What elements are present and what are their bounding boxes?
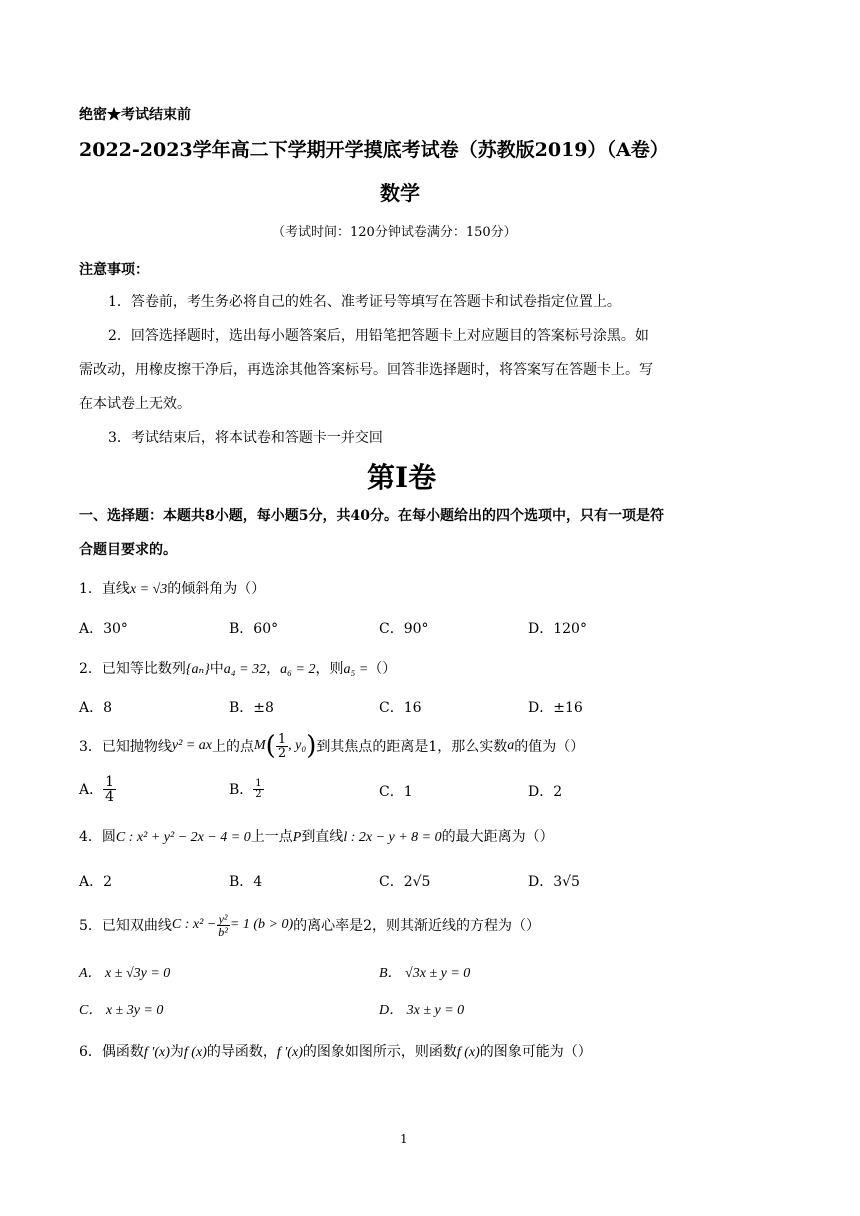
q5-text-pre: 5．已知双曲线: [79, 918, 172, 934]
q3-option-c: C．1: [379, 784, 413, 800]
q3-fraction-num: 1: [277, 731, 287, 747]
question-1: [79, 578, 265, 598]
q5-option-d: D． 3x ± y = 0: [379, 1003, 465, 1018]
q3-option-a-den: 4: [105, 788, 115, 805]
q1-text-post: 的倾斜角为（）: [167, 581, 266, 597]
q5-option-c: C． x ± 3y = 0: [79, 1003, 164, 1018]
note-item-3: 3．考试结束后，将本试卷和答题卡一并交回: [108, 430, 383, 446]
question-5: [79, 905, 540, 945]
q3-option-a-num: 1: [105, 773, 115, 790]
secret-label: 绝密★考试结束前: [79, 107, 191, 123]
note-item-1: 1．答卷前，考生务必将自己的姓名、准考证号等填写在答题卡和试卷指定位置上。: [108, 294, 621, 310]
q3-option-b-den: 2: [255, 788, 262, 800]
note-item-2-line-1: 2．回答选择题时，选出每小题答案后，用铅笔把答题卡上对应题目的答案标号涂黑。如: [108, 328, 649, 344]
q3-option-a-fraction: [103, 775, 116, 804]
q4-point: P: [292, 830, 302, 845]
exam-info: （考试时间：120分钟试卷满分：150分）: [272, 225, 517, 240]
q4-option-a: A．2: [79, 874, 113, 890]
question-2: [79, 658, 396, 678]
q3-right-paren: ): [306, 731, 317, 761]
q4-text-mid-1: 上一点: [250, 829, 293, 845]
q3-text-post-2: 的值为（）: [514, 739, 585, 755]
q3-y0: , y₀: [288, 738, 307, 753]
q5-option-b: B． √3x ± y = 0: [379, 966, 471, 981]
q3-fraction: [276, 733, 288, 760]
notes-heading: 注意事项：: [79, 262, 149, 278]
q4-option-c: C．2√5: [379, 874, 431, 890]
q1-text-pre: 1．直线: [79, 581, 130, 597]
note-item-2-line-2: 需改动，用橡皮擦干净后，再选涂其他答案标号。回答非选择题时，将答案写在答题卡上。写: [79, 362, 653, 378]
q4-text-post: 的最大距离为（）: [441, 829, 554, 845]
q5-fraction: [216, 913, 230, 938]
q1-option-d: D．120°: [528, 621, 587, 637]
q1-option-a: A．30°: [79, 621, 128, 637]
q5-fraction-num: y²: [218, 911, 228, 926]
subject-title: 数学: [380, 181, 420, 205]
q3-option-b-num: 1: [255, 777, 262, 789]
q3-option-b-fraction: [253, 779, 263, 800]
q6-f: f (x): [183, 1045, 207, 1060]
q1-math: x = √3: [129, 582, 168, 597]
q5-hyperbola-right: = 1 (b > 0): [229, 917, 294, 932]
q3-option-a-label: A．: [79, 782, 104, 798]
q2-a5: a₅ =: [343, 662, 369, 677]
q2-sep-2: ，则: [315, 661, 344, 677]
q3-fraction-den: 2: [277, 745, 287, 761]
q3-option-a: [79, 772, 116, 806]
question-4: [79, 826, 554, 846]
question-6: [79, 1041, 592, 1061]
q3-option-d: D．2: [528, 784, 563, 800]
q2-text-post: （）: [368, 661, 397, 677]
q3-option-b-label: B．: [229, 782, 254, 798]
q5-option-a: A． x ± √3y = 0: [79, 966, 171, 981]
q1-option-b: B．60°: [229, 621, 279, 637]
q2-a4: a₄ = 32: [223, 662, 267, 677]
q4-option-b: B．4: [229, 874, 263, 890]
q5-text-post: 的离心率是2，则其渐近线的方程为（）: [293, 918, 541, 934]
q2-a6: a₆ = 2: [280, 662, 316, 677]
q2-option-a: A．8: [79, 700, 113, 716]
question-3: [79, 730, 584, 762]
q2-option-d: D．±16: [528, 700, 583, 716]
q2-sep-1: ，: [266, 661, 281, 677]
q3-text-mid: 上的点: [212, 739, 254, 755]
q6-text-mid-2: 的导函数，: [206, 1044, 277, 1060]
q3-option-b: [229, 772, 264, 806]
q6-text-post: 的图象可能为（）: [479, 1044, 592, 1060]
section-1-line-2: 合题目要求的。: [79, 542, 177, 558]
q5-fraction-den: b²: [218, 924, 228, 939]
q4-circle: C : x² + y² − 2x − 4 = 0: [115, 830, 251, 845]
q6-text-mid-1: 为: [169, 1044, 184, 1060]
q6-text-mid-3: 的图象如图所示，则函数: [302, 1044, 457, 1060]
q6-text-pre: 6．偶函数: [79, 1044, 144, 1060]
q6-fprime-2: f ′(x): [276, 1045, 303, 1060]
q2-text-pre: 2．已知等比数列: [79, 661, 186, 677]
q6-f-2: f (x): [456, 1045, 480, 1060]
q3-point-name: M: [254, 738, 266, 753]
q3-parabola: y² = ax: [171, 738, 212, 753]
q4-line: l : 2x − y + 8 = 0: [343, 830, 442, 845]
q2-text-mid: 中: [209, 661, 224, 677]
q3-a: a: [507, 738, 515, 753]
q6-fprime: f ′(x): [143, 1045, 170, 1060]
q2-option-c: C．16: [379, 700, 422, 716]
q2-option-b: B．±8: [229, 700, 274, 716]
q2-sequence: {aₙ}: [185, 662, 210, 677]
q3-text-post: 到其焦点的距离是1，那么实数: [316, 739, 508, 755]
q3-left-paren: (: [265, 731, 276, 761]
q1-option-c: C．90°: [379, 621, 429, 637]
q5-hyperbola-left: C : x² −: [171, 917, 217, 932]
section-1-line-1: 一、选择题：本题共8小题，每小题5分，共40分。在每小题给出的四个选项中，只有一项是符: [79, 508, 664, 524]
q4-text-pre: 4．圆: [79, 829, 116, 845]
page-number: 1: [400, 1132, 408, 1146]
volume-title: 第I卷: [367, 461, 437, 494]
exam-title: 2022-2023学年高二下学期开学摸底考试卷（苏教版2019）（A卷）: [79, 139, 669, 161]
q4-text-mid-2: 到直线: [301, 829, 344, 845]
q4-option-d: D．3√5: [528, 874, 580, 890]
note-item-2-line-3: 在本试卷上无效。: [79, 396, 191, 412]
q3-text-pre: 3．已知抛物线: [79, 739, 172, 755]
